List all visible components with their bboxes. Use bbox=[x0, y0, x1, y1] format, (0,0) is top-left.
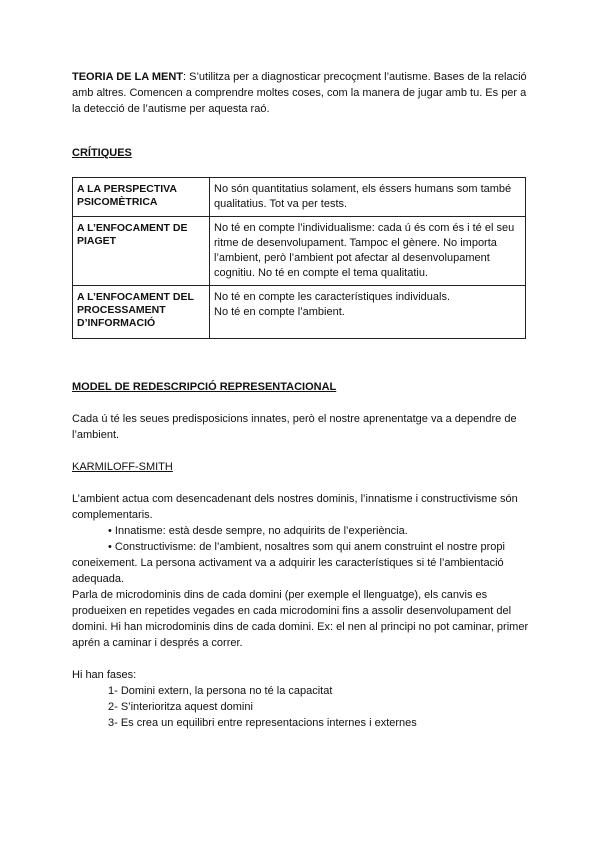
critique-value-piaget: No té en compte l’individualisme: cada ú és com és i té el seu ritme de desenvolupament. Tampoc el gènere. No importa l’ambient, però l’ambient pot afectar al desenvolupament cognitiu. No té en compte el tema qualitatiu. bbox=[210, 217, 526, 286]
bullet-innatisme: • Innatisme: està desde sempre, no adquirits de l’experiència. bbox=[108, 525, 408, 537]
microdominis-paragraph: Parla de microdominis dins de cada domini (per exemple el llenguatge), els canvis es produeixen en repetides vegades en cada microdomini fins a assolir desenvolupament del domini. Hi han microdominis dins de cada domini. Ex: el nen al principi no pot caminar, primer aprén a caminar i després a correr. bbox=[72, 589, 529, 649]
model-intro: Cada ú té les seues predisposicions innates, però el nostre aprenentatge va a dependre de l’ambient. bbox=[72, 413, 517, 441]
theory-of-mind-term: TEORIA DE LA MENT bbox=[72, 71, 184, 83]
critique-value-processing bbox=[210, 286, 526, 339]
ambient-paragraph: L’ambient actua com desencadenant dels nostres dominis, l’innatisme i constructivisme són complementaris. bbox=[72, 493, 518, 521]
critique-value-processing-line: No té en compte les característiques individuals. bbox=[214, 291, 451, 303]
critiques-heading: CRÍTIQUES bbox=[72, 147, 132, 159]
phases-title: Hi han fases: bbox=[72, 669, 137, 681]
bullet-constructivisme bbox=[72, 539, 532, 587]
critique-key-psychometric: A LA PERSPECTIVA PSICOMÈTRICA bbox=[73, 178, 210, 217]
phase-item: 2- S’interioritza aquest domini bbox=[108, 701, 253, 713]
author-name: KARMILOFF-SMITH bbox=[72, 461, 173, 473]
document-page bbox=[72, 69, 532, 731]
table-row bbox=[73, 286, 526, 339]
critique-key-piaget: A L’ENFOCAMENT DE PIAGET bbox=[73, 217, 210, 286]
phase-item: 3- Es crea un equilibri entre representacions internes i externes bbox=[108, 717, 417, 729]
table-row bbox=[73, 178, 526, 217]
critique-value-processing-line: No té en compte l’ambient. bbox=[214, 306, 345, 318]
phase-item: 1- Domini extern, la persona no té la capacitat bbox=[108, 685, 333, 697]
theory-of-mind-text: : S’utilitza per a diagnosticar precoçment l’autisme. Bases de la relació amb altres. Comencen a comprendre moltes coses, com la manera de jugar amb tu. Es per a la detecció de l’autisme per aquesta raó. bbox=[72, 71, 527, 115]
bullet-constructivisme-text: • Constructivisme: de l’ambient, nosaltres som qui anem construint el nostre propi coneixement. La persona activament va a adquirir les característiques si té l’ambientació adequada. bbox=[72, 541, 505, 585]
critique-key-processing: A L’ENFOCAMENT DEL PROCESSAMENT D’INFORMACIÓ bbox=[73, 286, 210, 339]
critiques-table bbox=[72, 177, 526, 339]
model-heading: MODEL DE REDESCRIPCIÓ REPRESENTACIONAL bbox=[72, 381, 337, 393]
table-row bbox=[73, 217, 526, 286]
theory-of-mind-paragraph bbox=[72, 69, 532, 117]
critique-value-psychometric: No són quantitatius solament, els éssers humans som també qualitatius. Tot va per tests. bbox=[210, 178, 526, 217]
